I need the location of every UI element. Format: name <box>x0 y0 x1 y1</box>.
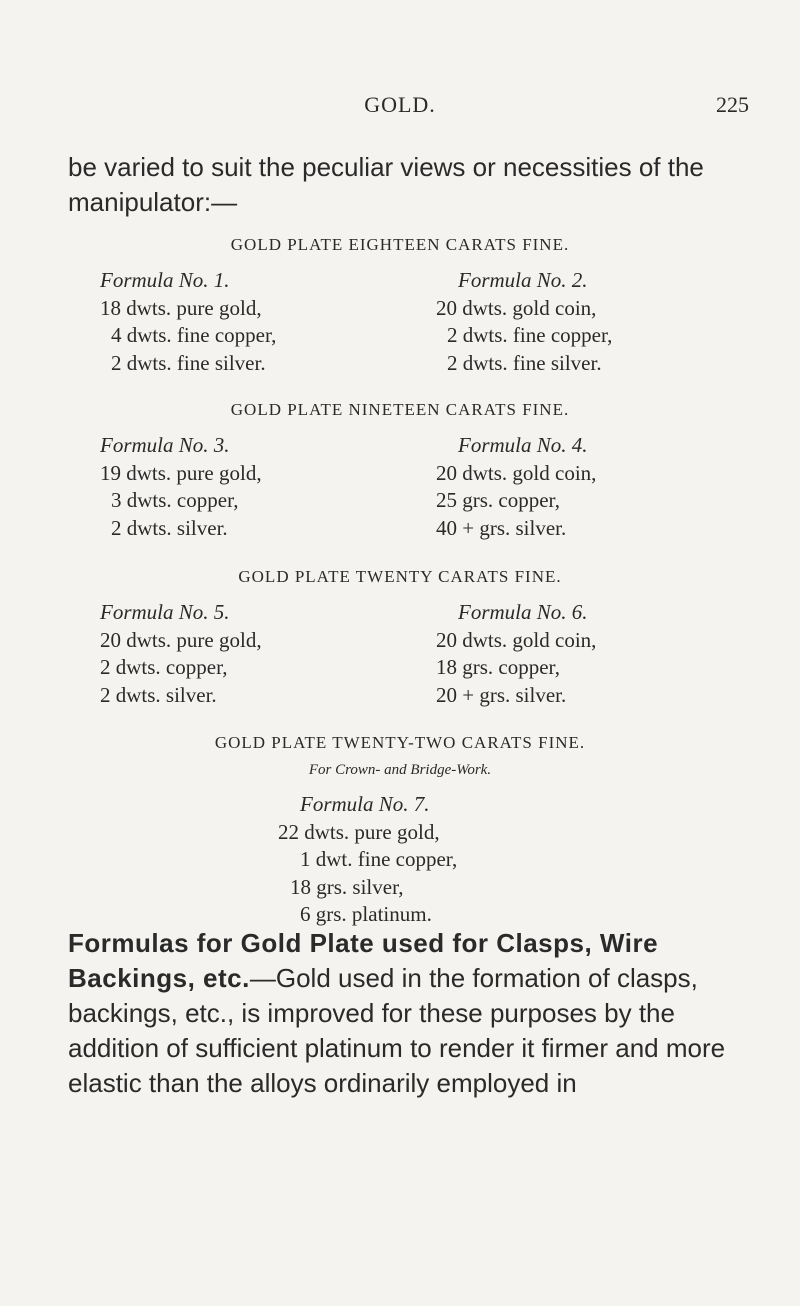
formula-line: 40 + grs. silver. <box>436 515 567 540</box>
section-title: GOLD PLATE TWENTY CARATS FINE. <box>238 567 562 586</box>
intro-paragraph: be varied to suit the peculiar views or necessities of the manipulator:— <box>68 152 704 217</box>
formula-label: Formula No. 5. <box>100 600 230 624</box>
formula-line: 1 dwt. fine copper, <box>300 847 458 871</box>
formula-line: 20 dwts. gold coin, <box>436 460 597 485</box>
formula-line: 18 grs. copper, <box>436 655 560 679</box>
formula-line: 19 dwts. pure gold, <box>100 460 262 485</box>
section-subtitle: For Crown- and Bridge-Work. <box>308 762 492 778</box>
section-title: GOLD PLATE EIGHTEEN CARATS FINE. <box>230 235 570 254</box>
page-number: 225 <box>716 92 749 117</box>
formula-line: 2 dwts. fine silver. <box>111 350 266 375</box>
formula-1 <box>100 267 276 377</box>
formula-2 <box>436 267 612 377</box>
running-head <box>0 92 800 122</box>
formula-line: 20 + grs. silver. <box>436 682 567 707</box>
formula-line: 20 dwts. pure gold, <box>100 627 262 652</box>
formula-line: 22 dwts. pure gold, <box>278 819 440 844</box>
paragraph-lead: Formulas for Gold Plate used for Clasps, Wire Backings, etc. <box>68 928 659 993</box>
formula-line: 18 dwts. pure gold, <box>100 295 262 320</box>
formula-line: 25 grs. copper, <box>436 488 560 512</box>
formula-line: 18 grs. silver, <box>290 874 404 899</box>
section-title: GOLD PLATE TWENTY-TWO CARATS FINE. <box>214 733 586 752</box>
section-title: GOLD PLATE NINETEEN CARATS FINE. <box>230 400 570 419</box>
formula-label: Formula No. 3. <box>100 433 230 457</box>
formula-line: 2 dwts. copper, <box>100 655 228 679</box>
formula-label: Formula No. 4. <box>458 433 588 457</box>
formula-label: Formula No. 7. <box>300 792 430 816</box>
formula-label: Formula No. 6. <box>458 600 588 624</box>
formula-line: 2 dwts. fine silver. <box>447 350 602 375</box>
formula-line: 6 grs. platinum. <box>300 902 432 926</box>
formula-label: Formula No. 1. <box>100 268 230 292</box>
formula-line: 3 dwts. copper, <box>111 488 239 512</box>
formula-7 <box>278 791 457 929</box>
formula-4 <box>436 432 596 542</box>
formula-5 <box>100 599 262 709</box>
formula-line: 20 dwts. gold coin, <box>436 627 597 652</box>
formula-line: 2 dwts. silver. <box>100 682 217 707</box>
closing-paragraph <box>68 926 732 1101</box>
formula-line: 4 dwts. fine copper, <box>111 323 277 347</box>
formula-line: 2 dwts. fine copper, <box>447 323 613 347</box>
formula-label: Formula No. 2. <box>458 268 588 292</box>
formula-line: 2 dwts. silver. <box>111 515 228 540</box>
formula-3 <box>100 432 262 542</box>
running-title: GOLD. <box>364 92 436 117</box>
formula-line: 20 dwts. gold coin, <box>436 295 597 320</box>
paragraph-text: —Gold used in the formation of clasps, backings, etc., is improved for these purposes by the addition of sufficient platinum to render it firmer and more elastic than the alloys ordinarily employed in <box>68 963 726 1098</box>
formula-6 <box>436 599 596 709</box>
